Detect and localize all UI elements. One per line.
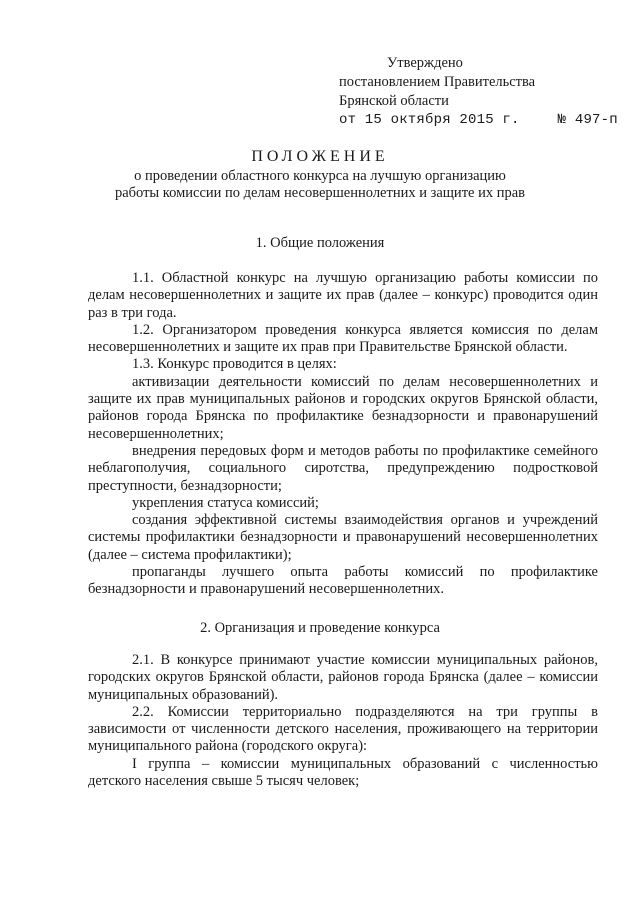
decree-line [339, 111, 618, 130]
goal-interaction-system: создания эффективной системы взаимодействия органов и учреждений системы профилактики безнадзорности и правонарушений несовершеннолетних (далее – система профилактики); [88, 512, 598, 563]
title-subtitle-line-2: работы комиссии по делам несовершеннолетних и защите их прав [114, 185, 526, 201]
approval-line-approved: Утверждено [387, 55, 463, 71]
approval-stamp [339, 54, 618, 130]
approval-line-region: Брянской области [339, 93, 449, 109]
paragraph-1-2: 1.2. Организатором проведения конкурса является комиссия по делам несовершеннолетних и защите их прав при Правительстве Брянской области. [88, 321, 598, 356]
title-heading: ПОЛОЖЕНИЕ [251, 148, 389, 165]
goal-status: укрепления статуса комиссий; [132, 494, 319, 511]
decree-date: от 15 октября 2015 г. [339, 112, 520, 128]
document-title [0, 146, 640, 202]
paragraph-2-1: 2.1. В конкурсе принимают участие комиссии муниципальных районов, городских округов Брянской области, районов города Брянска (далее – комиссии муниципальных образований). [88, 652, 598, 703]
paragraph-2-2: 2.2. Комиссии территориально подразделяются на три группы в зависимости от численности детского населения, проживающего на территории муниципального района (городского округа): [88, 703, 598, 755]
section-1-heading: 1. Общие положения [255, 235, 385, 251]
section-2-heading: 2. Организация и проведение конкурса [200, 620, 440, 636]
goal-activation: активизации деятельности комиссий по делам несовершеннолетних и защите их прав муниципальных районов и городских округов Брянской области, районов города Брянска по профилактике безнадзорности и правонарушений несовершеннолетних; [88, 373, 598, 442]
paragraph-1-3: 1.3. Конкурс проводится в целях: [132, 356, 337, 373]
title-subtitle-line-1: о проведении областного конкурса на лучшую организацию [134, 168, 506, 184]
section-1-body [88, 270, 598, 599]
section-2-body [88, 652, 598, 790]
goal-promotion: пропаганды лучшего опыта работы комиссий по профилактике безнадзорности и правонарушений несовершеннолетних. [88, 564, 598, 598]
goal-practices: внедрения передовых форм и методов работы по профилактике семейного неблагополучия, социального сиротства, предупреждению подростковой преступности, безнадзорности; [88, 442, 598, 494]
group-1-item: I группа – комиссии муниципальных образований с численностью детского населения свыше 5 тысяч человек; [88, 755, 598, 790]
decree-number: № 497-п [557, 112, 618, 128]
approval-line-resolution: постановлением Правительства [339, 74, 536, 90]
paragraph-1-1: 1.1. Областной конкурс на лучшую организацию работы комиссии по делам несовершеннолетних и защите их прав (далее – конкурс) проводится один раз в три года. [88, 270, 598, 321]
